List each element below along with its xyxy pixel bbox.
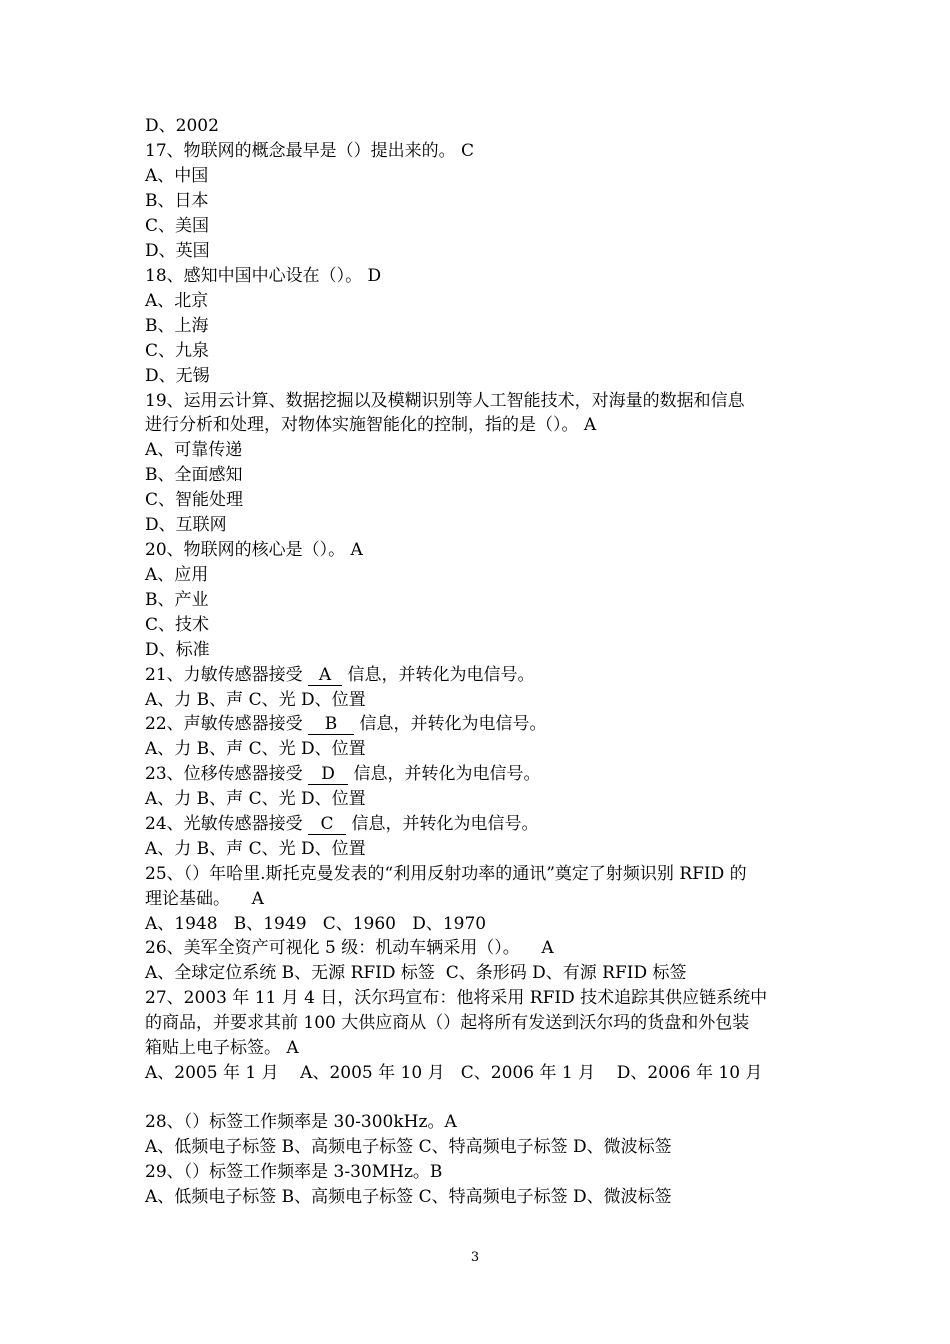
question-19: 19、运用云计算、数据挖掘以及模糊识别等人工智能技术，对海量的数据和信息 xyxy=(145,391,745,411)
text-line: C、技术 xyxy=(145,615,210,635)
text-line: A、中国 xyxy=(145,166,209,186)
options-line: A、力 B、声 C、光 D、位置 xyxy=(145,839,366,859)
text-line: C、九泉 xyxy=(145,341,210,361)
question-21 xyxy=(145,663,534,687)
options-line: A、力 B、声 C、光 D、位置 xyxy=(145,739,366,759)
options-line: A、全球定位系统 B、无源 RFID 标签 C、条形码 D、有源 RFID 标签 xyxy=(145,963,687,983)
question-26: 26、美军全资产可视化 5 级：机动车辆采用（）。 A xyxy=(145,938,554,958)
text-line: B、上海 xyxy=(145,316,209,336)
answer-blank: D xyxy=(308,764,348,785)
text-line: A、应用 xyxy=(145,565,209,585)
question-23 xyxy=(145,762,540,786)
options-line: A、力 B、声 C、光 D、位置 xyxy=(145,789,366,809)
text-line: B、全面感知 xyxy=(145,465,243,485)
text-line: D、2002 xyxy=(145,116,219,136)
text-line: 箱贴上电子标签。 A xyxy=(145,1038,299,1058)
question-25: 25、（）年哈里.斯托克曼发表的“利用反射功率的通讯”奠定了射频识别 RFID 的 xyxy=(145,864,747,884)
page-number: 3 xyxy=(470,1250,480,1265)
question-text: 22、声敏传感器接受 xyxy=(145,714,309,734)
text-line: D、标准 xyxy=(145,640,210,660)
text-line: A、可靠传递 xyxy=(145,440,243,460)
question-29: 29、（）标签工作频率是 3-30MHz。B xyxy=(145,1162,443,1182)
text-line: C、美国 xyxy=(145,216,210,236)
question-24 xyxy=(145,812,538,836)
text-line: D、无锡 xyxy=(145,366,210,386)
question-22 xyxy=(145,712,546,736)
text-line: 进行分析和处理，对物体实施智能化的控制，指的是（）。 A xyxy=(145,415,597,435)
options-line: A、2005 年 1 月 A、2005 年 10 月 C、2006 年 1 月 D、2006 年 10 月 xyxy=(145,1063,763,1083)
options-line: A、1948 B、1949 C、1960 D、1970 xyxy=(145,914,487,934)
options-line: A、力 B、声 C、光 D、位置 xyxy=(145,690,366,710)
question-20: 20、物联网的核心是（）。 A xyxy=(145,540,363,560)
question-text: 信息，并转化为电信号。 xyxy=(342,665,535,685)
text-line: B、产业 xyxy=(145,590,209,610)
question-text: 信息，并转化为电信号。 xyxy=(348,764,541,784)
question-text: 24、光敏传感器接受 xyxy=(145,814,309,834)
text-line: 理论基础。 A xyxy=(145,889,264,909)
question-27: 27、2003 年 11 月 4 日，沃尔玛宣布：他将采用 RFID 技术追踪其供应链系统中 xyxy=(145,988,768,1008)
question-text: 信息，并转化为电信号。 xyxy=(354,714,547,734)
question-text: 信息，并转化为电信号。 xyxy=(346,814,539,834)
answer-blank: B xyxy=(308,714,354,735)
question-18: 18、感知中国中心设在（）。 D xyxy=(145,266,382,286)
text-line: D、互联网 xyxy=(145,515,227,535)
text-line: B、日本 xyxy=(145,191,209,211)
answer-blank: A xyxy=(308,665,342,686)
answer-blank: C xyxy=(308,814,346,835)
question-28: 28、（）标签工作频率是 30-300kHz。A xyxy=(145,1112,457,1132)
options-line: A、低频电子标签 B、高频电子标签 C、特高频电子标签 D、微波标签 xyxy=(145,1137,672,1157)
text-line: A、北京 xyxy=(145,291,209,311)
question-text: 21、力敏传感器接受 xyxy=(145,665,309,685)
options-line: A、低频电子标签 B、高频电子标签 C、特高频电子标签 D、微波标签 xyxy=(145,1187,672,1207)
text-line: C、智能处理 xyxy=(145,490,244,510)
question-17: 17、物联网的概念最早是（）提出来的。 C xyxy=(145,141,475,161)
question-text: 23、位移传感器接受 xyxy=(145,764,309,784)
text-line: 的商品，并要求其前 100 大供应商从（）起将所有发送到沃尔玛的货盘和外包装 xyxy=(145,1013,750,1033)
text-line: D、英国 xyxy=(145,241,210,261)
